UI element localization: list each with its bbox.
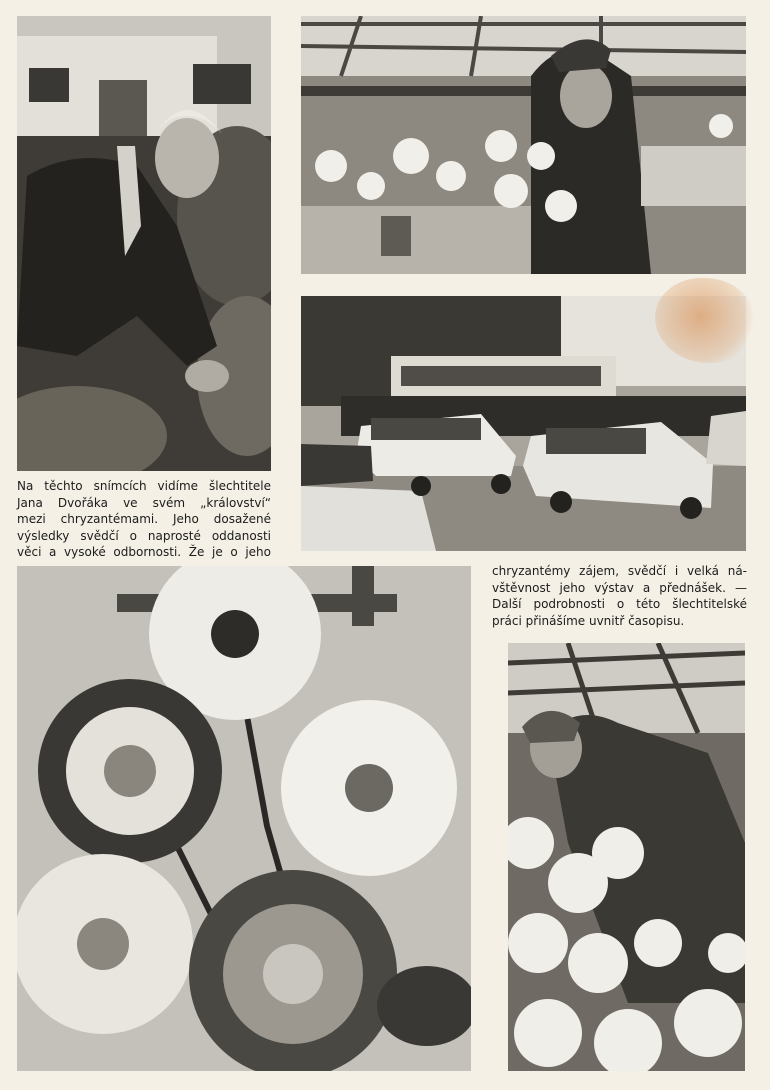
caption-left-line-4: výsledky svědčí o naprosté oddanosti	[17, 528, 271, 543]
caption-right-line-4: práci přinášíme uvnitř časopisu.	[492, 613, 685, 628]
caption-left-line-2: Jana Dvořáka ve svém „království“	[17, 495, 271, 510]
photo-greenhouse-inspection	[508, 643, 745, 1071]
caption-left-line-3: mezi chryzantémami. Jeho dosažené	[17, 512, 271, 526]
caption-left-line-1: Na těchto snímcích vidíme šlechtitele	[17, 479, 271, 493]
caption-right-line-3: Další podrobnosti o této šlechtitelské	[492, 597, 747, 611]
caption-right-line-1: chryzantémy zájem, svědčí i velká ná-	[492, 564, 747, 578]
flower-dark-petals	[38, 679, 222, 863]
caption-right-line-2: vštěvnost jeho výstav a přednášek. —	[492, 580, 747, 595]
photo-breeder-garden	[17, 16, 271, 471]
caption-right	[492, 563, 747, 629]
photo-greenhouse-bouquet	[301, 16, 746, 274]
caption-left-line-5: věci a vysoké odbornosti. Že je o jeho	[17, 545, 271, 559]
flower-right	[281, 700, 457, 876]
photo-chrysanthemum-blooms	[17, 566, 471, 1071]
flower-bottom-center	[189, 870, 397, 1071]
flower-bottom-left	[17, 854, 193, 1034]
caption-left	[17, 478, 271, 561]
